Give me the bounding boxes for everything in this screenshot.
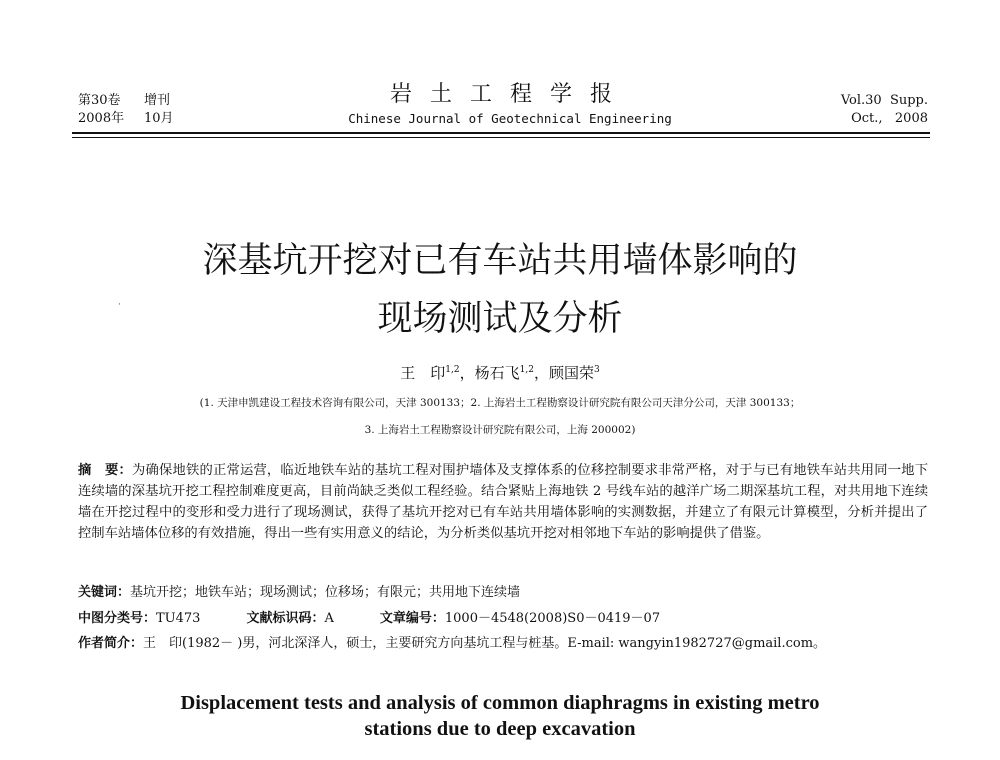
article-no-value: 1000－4548(2008)S0－0419－07	[444, 611, 661, 626]
english-title-line-2: stations due to deep excavation	[364, 718, 636, 740]
year-en: 2008	[894, 111, 928, 126]
journal-issue-info	[78, 92, 174, 128]
journal-name-cn: 岩土工程学报	[389, 82, 630, 107]
keywords-text: 基坑开挖；地铁车站；现场测试；位移场；有限元；共用地下连续墙	[130, 585, 521, 600]
abstract-text: 为确保地铁的正常运营，临近地铁车站的基坑工程对围护墙体及支撑体系的位移控制要求非常严格，对于与已有地铁车站共用同一地下连续墙的深基坑开挖工程控制难度更高，目前尚缺乏类似工程经验。结合紧贴上海地铁 2 号线车站的越洋广场二期深基坑工程，对共用地下连续墙在开挖过程中的变形和受力进行了现场测试，获得了基坑开挖对已有车站共用墙体影响的实测数据，并建立了有限元计算模型，分析并提出了控制车站墙体位移的有效措施，得出一些有实用意义的结论，为分析类似基坑开挖对相邻地下车站的影响提供了借鉴。	[78, 463, 929, 541]
doc-code-value: A	[324, 611, 334, 626]
classification-line	[78, 609, 660, 629]
volume-en: Vol.30	[840, 93, 882, 108]
author-affil-mark: 3	[594, 365, 600, 375]
clc-label: 中图分类号：	[78, 611, 157, 626]
keywords-label: 关键词：	[78, 585, 131, 600]
scan-speck: ·	[118, 300, 121, 310]
journal-name	[330, 80, 690, 128]
affiliation-line-2: 3. 上海岩土工程勘察设计研究院有限公司，上海 200002)	[364, 424, 636, 436]
month-en: Oct.,	[851, 111, 883, 126]
keywords	[78, 583, 520, 603]
author-name: 王 印	[400, 364, 446, 382]
bio-label: 作者简介：	[78, 636, 144, 651]
title-line-1: 深基坑开挖对已有车站共用墙体影响的	[202, 241, 798, 281]
author-affil-mark: 1,2	[519, 365, 534, 375]
author-name: 顾国荣	[548, 364, 594, 382]
volume: 第30卷	[78, 93, 121, 108]
author-bio	[78, 634, 826, 654]
author-list: 王 印$^{1,2}$，杨石飞$^{1,2}$，顾国荣$^3$	[400, 364, 600, 382]
paper-title	[100, 232, 900, 348]
supplement-label: 增刊	[144, 93, 171, 108]
bio-text: 王 印(1982－ )男，河北深泽人，硕士，主要研究方向基坑工程与桩基。E-mail: wangyin1982727@gmail.com。	[143, 636, 827, 651]
header-rule-thick	[72, 132, 930, 134]
journal-issue-info-en	[841, 92, 928, 128]
abstract	[78, 460, 928, 544]
header-rule-thin	[72, 137, 930, 138]
affiliation-line-1: (1. 天津申凯建设工程技术咨询有限公司，天津 300133；2. 上海岩土工程勘察设计研究院有限公司天津分公司，天津 300133；	[199, 397, 801, 409]
abstract-label: 摘 要：	[78, 463, 132, 478]
journal-name-en: Chinese Journal of Geotechnical Engineering	[348, 111, 672, 126]
english-title	[100, 690, 900, 742]
clc-value: TU473	[156, 611, 201, 626]
author-name: 杨石飞	[474, 364, 520, 382]
supplement-en: Supp.	[889, 93, 928, 108]
author-affil-mark: 1,2	[445, 365, 460, 375]
title-line-2: 现场测试及分析	[377, 299, 623, 339]
issue-month: 10月	[144, 111, 174, 126]
issue-year: 2008年	[78, 111, 125, 126]
article-no-label: 文章编号：	[379, 611, 445, 626]
english-title-line-1: Displacement tests and analysis of common diaphragms in existing metro	[180, 692, 820, 714]
doc-code-label: 文献标识码：	[246, 611, 325, 626]
